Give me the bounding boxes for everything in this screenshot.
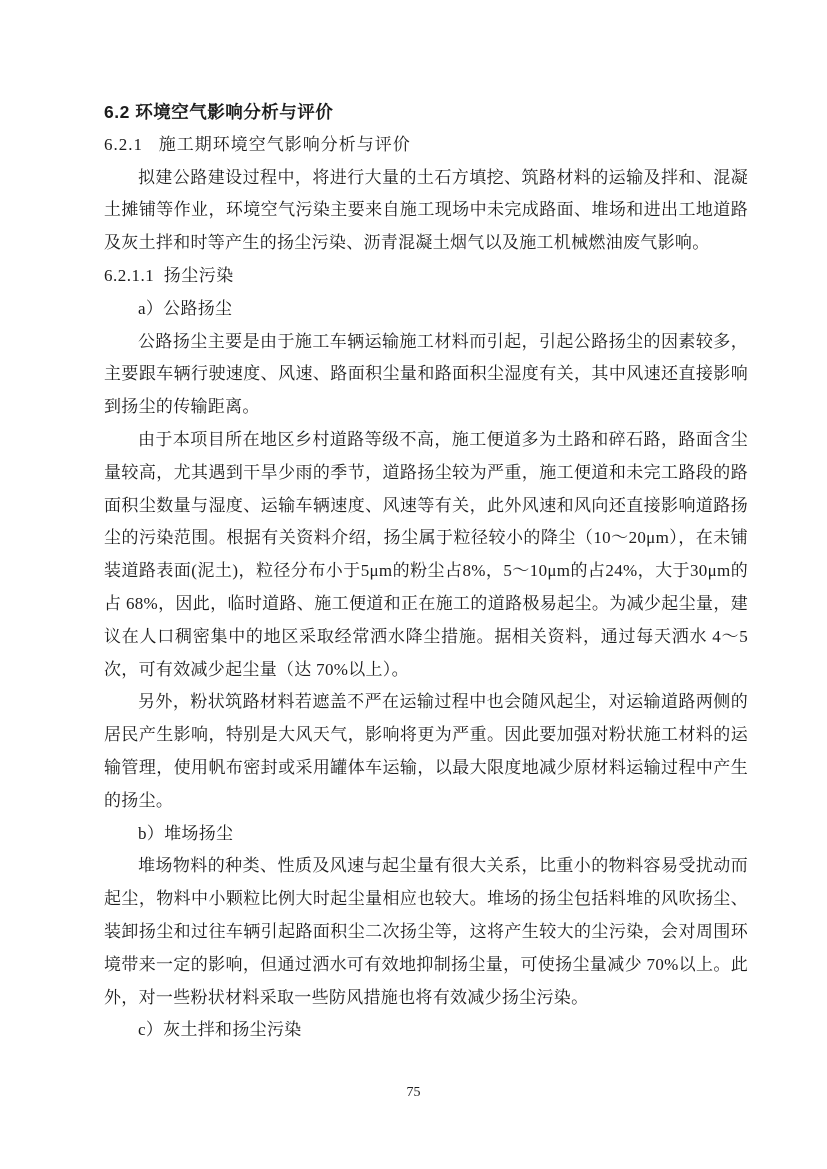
- list-item-a-road-dust: a）公路扬尘: [138, 298, 233, 318]
- paragraph-road-dust-detail: 由于本项目所在地区乡村道路等级不高，施工便道多为土路和碎石路，路面含尘量较高，尤其遇到干旱少雨的季节，道路扬尘较为严重，施工便道和未完工路段的路面积尘数量与湿度、运输车辆速度、风速等有关，此外风速和风向还直接影响道路扬尘的污染范围。根据有关资料介绍，扬尘属于粒径较小的降尘（10～20μm），在未铺装道路表面(泥土)，粒径分布小于5μm的粉尘占8%，5～10μm的占24%，大于30μm的占 68%，因此，临时道路、施工便道和正在施工的道路极易起尘。为减少起尘量，建议在人口稠密集中的地区采取经常洒水降尘措施。据相关资料，通过每天洒水 4～5次，可有效减少起尘量（达 70%以上）。: [104, 429, 748, 679]
- list-item-c-lime-soil-mixing-dust: c）灰土拌和扬尘污染: [138, 1020, 302, 1040]
- clause-heading-dust-pollution: 6.2.1.1 扬尘污染: [104, 265, 234, 285]
- intro-paragraph: 拟建公路建设过程中，将进行大量的土石方填挖、筑路材料的运输及拌和、混凝土摊铺等作业，环境空气污染主要来自施工现场中未完成路面、堆场和进出工地道路及灰土拌和时等产生的扬尘污染、沥青混凝土烟气以及施工机械燃油废气影响。: [104, 167, 748, 253]
- subsection-heading: 6.2.1 施工期环境空气影响分析与评价: [104, 134, 411, 154]
- page-number: 75: [406, 1085, 421, 1100]
- paragraph-stockyard-dust-detail: 堆场物料的种类、性质及风速与起尘量有很大关系，比重小的物料容易受扰动而起尘，物料中小颗粒比例大时起尘量相应也较大。堆场的扬尘包括料堆的风吹扬尘、装卸扬尘和过往车辆引起路面积尘二次扬尘等，这将产生较大的尘污染，会对周围环境带来一定的影响，但通过洒水可有效地抑制扬尘量，可使扬尘量减少 70%以上。此外，对一些粉状材料采取一些防风措施也将有效减少扬尘污染。: [104, 856, 748, 1007]
- paragraph-road-dust-causes: 公路扬尘主要是由于施工车辆运输施工材料而引起，引起公路扬尘的因素较多，主要跟车辆行驶速度、风速、路面积尘量和路面积尘湿度有关，其中风速还直接影响到扬尘的传输距离。: [104, 331, 748, 417]
- paragraph-powder-material-transport: 另外，粉状筑路材料若遮盖不严在运输过程中也会随风起尘，对运输道路两侧的居民产生影响，特别是大风天气，影响将更为严重。因此要加强对粉状施工材料的运输管理，使用帆布密封或采用罐体车运输，以最大限度地减少原材料运输过程中产生的扬尘。: [104, 692, 748, 810]
- section-heading: 6.2 环境空气影响分析与评价: [104, 102, 334, 122]
- document-body: [104, 96, 748, 1047]
- list-item-b-stockyard-dust: b）堆场扬尘: [138, 823, 234, 843]
